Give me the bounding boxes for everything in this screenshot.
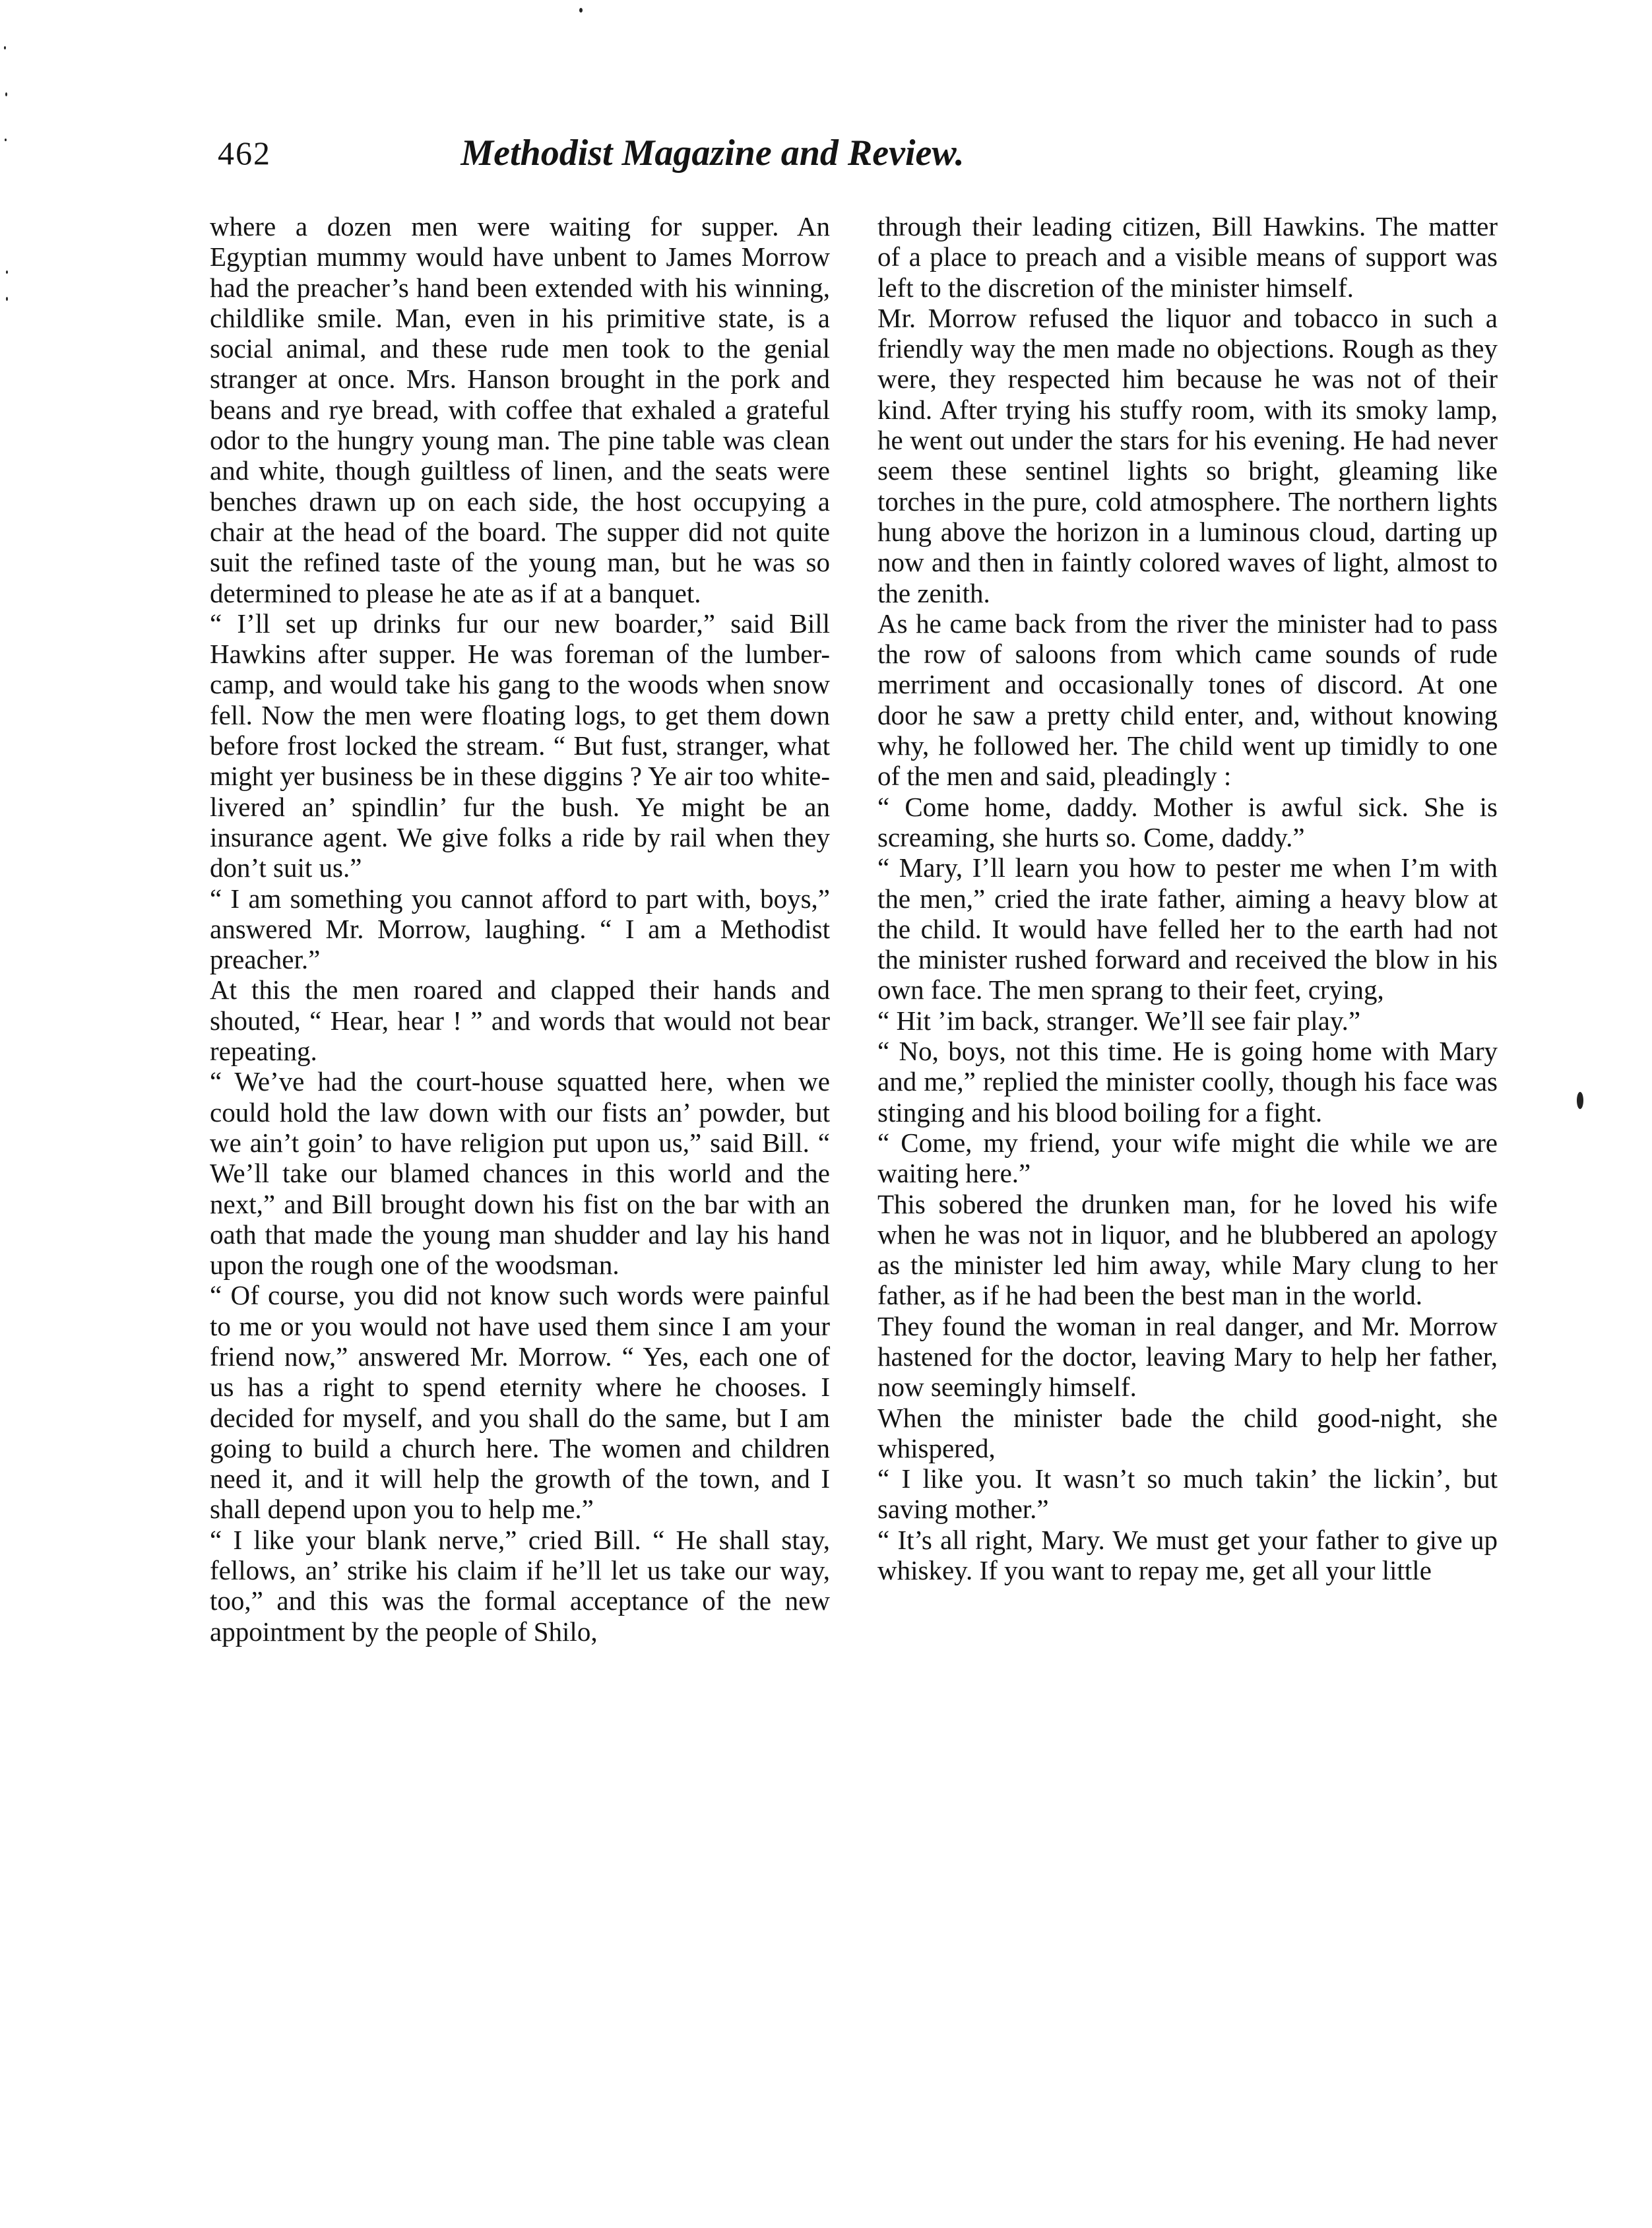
- paragraph: “ I’ll set up drinks fur our new boarder,” said Bill Hawkins after supper. He was foreman of the lumber-camp, and would take his gang to the woods when snow fell. Now the men were floating logs, to get them down before frost locked the stream. “ But fust, stranger, what might yer business be in these diggins ? Ye air too white-livered an’ spindlin’ fur the bush. Ye might be an insurance agent. We give folks a ride by rail when they don’t suit us.”: [210, 608, 830, 883]
- scan-speck: [6, 297, 8, 301]
- page-header: [218, 127, 1168, 179]
- scan-speck: [1577, 1092, 1583, 1109]
- paragraph: where a dozen men were waiting for supper. An Egyptian mummy would have unbent to James Morrow had the preacher’s hand been extended with his winning, childlike smile. Man, even in his primitive state, is a social animal, and these rude men took to the genial stranger at once. Mrs. Hanson brought in the pork and beans and rye bread, with coffee that exhaled a grateful odor to the hungry young man. The pine table was clean and white, though guiltless of linen, and the seats were benches drawn up on each side, the host occupying a chair at the head of the board. The supper did not quite suit the refined taste of the young man, but he was so determined to please he ate as if at a banquet.: [210, 211, 830, 608]
- paragraph: “ I am something you cannot afford to part with, boys,” answered Mr. Morrow, laughing. “ I am a Methodist preacher.”: [210, 883, 830, 975]
- paragraph: They found the woman in real danger, and Mr. Morrow hastened for the doctor, leaving Mary to help her father, now seemingly himself.: [877, 1310, 1498, 1403]
- scan-speck: [5, 92, 7, 96]
- scan-speck: [579, 8, 583, 13]
- paragraph: As he came back from the river the minister had to pass the row of saloons from which came sounds of rude merriment and occasionally tones of discord. At one door he saw a pretty child enter, and, without knowing why, he followed her. The child went up timidly to one of the men and said, pleadingly :: [877, 608, 1498, 792]
- paragraph: through their leading citizen, Bill Hawkins. The matter of a place to preach and a visible means of support was left to the discretion of the minister himself.: [877, 211, 1498, 303]
- paragraph: Mr. Morrow refused the liquor and tobacco in such a friendly way the men made no objections. Rough as they were, they respected him because he was not of their kind. After trying his stuffy room, with its smoky lamp, he went out under the stars for his evening. He had never seem these sentinel lights so bright, gleaming like torches in the pure, cold atmosphere. The northern lights hung above the horizon in a luminous cloud, darting up now and then in faintly colored waves of light, almost to the zenith.: [877, 302, 1498, 608]
- paragraph: “ We’ve had the court-house squatted here, when we could hold the law down with our fists an’ powder, but we ain’t goin’ to have religion put upon us,” said Bill. “ We’ll take our blamed chances in this world and the next,” and Bill brought down his fist on the bar with an oath that made the young man shudder and lay his hand upon the rough one of the woodsman.: [210, 1066, 830, 1281]
- paragraph: At this the men roared and clapped their hands and shouted, “ Hear, hear ! ” and words that would not bear repeating.: [210, 974, 830, 1067]
- left-column: [210, 211, 830, 1647]
- paragraph: “ Come home, daddy. Mother is awful sick. She is screaming, she hurts so. Come, daddy.”: [877, 791, 1498, 852]
- running-title: Methodist Magazine and Review.: [461, 133, 965, 174]
- paragraph: “ Hit ’im back, stranger. We’ll see fair play.”: [877, 1005, 1361, 1036]
- scan-speck: [4, 46, 6, 49]
- paragraph: “ Mary, I’ll learn you how to pester me when I’m with the men,” cried the irate father, aiming a heavy blow at the child. It would have felled her to the earth had not the minister rushed forward and received the blow in his own face. The men sprang to their feet, crying,: [877, 852, 1498, 1005]
- page-number: 462: [218, 135, 271, 172]
- scan-speck: [5, 139, 7, 141]
- paragraph: This sobered the drunken man, for he loved his wife when he was not in liquor, and he blubbered an apology as the minister led him away, while Mary clung to her father, as if he had been the best man in the world.: [877, 1188, 1498, 1311]
- paragraph: When the minister bade the child good-night, she whispered,: [877, 1402, 1498, 1463]
- right-column: [877, 211, 1498, 1585]
- paragraph: “ It’s all right, Mary. We must get your father to give up whiskey. If you want to repay me, get all your little: [877, 1524, 1498, 1586]
- paragraph: “ I like your blank nerve,” cried Bill. “ He shall stay, fellows, an’ strike his claim if he’ll let us take our way, too,” and this was the formal acceptance of the new appointment by the people of Shilo,: [210, 1524, 830, 1647]
- scan-speck: [6, 271, 8, 274]
- paragraph: “ I like you. It wasn’t so much takin’ the lickin’, but saving mother.”: [877, 1463, 1498, 1525]
- paragraph: “ No, boys, not this time. He is going home with Mary and me,” replied the minister coolly, though his face was stinging and his blood boiling for a fight.: [877, 1036, 1498, 1128]
- paragraph: “ Of course, you did not know such words were painful to me or you would not have used them since I am your friend now,” answered Mr. Morrow. “ Yes, each one of us has a right to spend eternity where he chooses. I decided for myself, and you shall do the same, but I am going to build a church here. The women and children need it, and it will help the growth of the town, and I shall depend upon you to help me.”: [210, 1280, 830, 1525]
- paragraph: “ Come, my friend, your wife might die while we are waiting here.”: [877, 1127, 1498, 1189]
